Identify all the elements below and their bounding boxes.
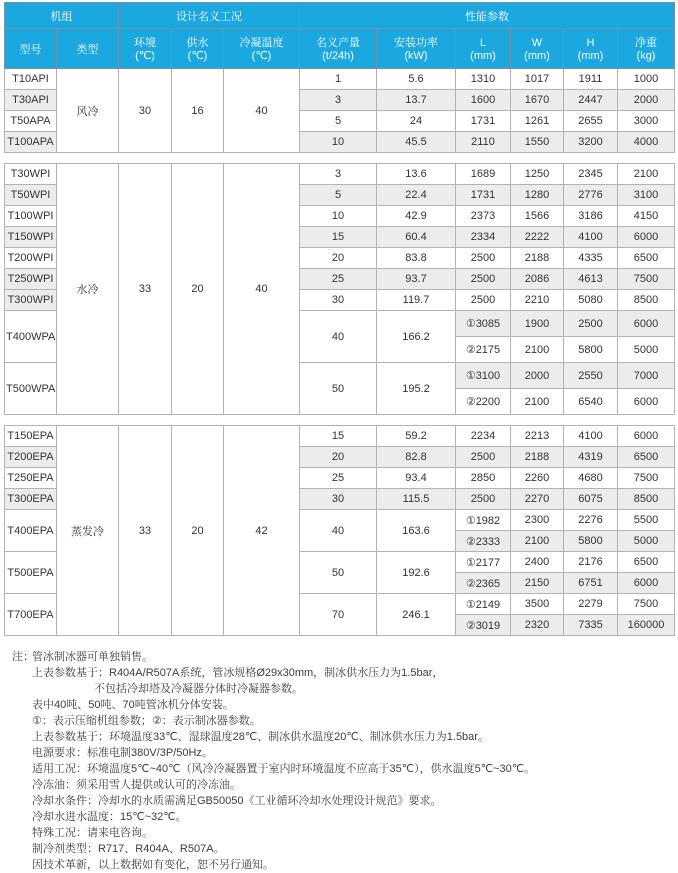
length-cell: ①1982 [456,510,511,531]
length-cell: ①3100 [456,363,511,389]
capacity-cell: 30 [300,489,377,510]
model-cell: T150WPI [5,227,57,248]
model-cell: T400WPA [5,311,57,363]
capacity-cell: 40 [300,311,377,363]
weight-cell: 1000 [618,69,675,90]
height-cell: 4100 [564,426,618,447]
width-cell: 2000 [511,363,564,389]
width-cell: 2100 [511,337,564,363]
spec-table-evaporative-cooled [4,425,675,636]
model-cell: T150EPA [5,426,57,447]
notes-lines [32,649,674,873]
weight-cell: 6000 [618,311,675,337]
power-cell: 83.8 [377,248,456,269]
model-cell: T50APA [5,111,57,132]
type-cell: 水冷 [57,164,119,415]
width-cell: 2150 [511,573,564,594]
length-cell: 2110 [456,132,511,153]
model-cell: T250WPI [5,269,57,290]
col-header-type: 类型 [57,29,119,69]
power-cell: 5.6 [377,69,456,90]
weight-cell: 160000 [618,615,675,636]
header-columns-row [5,29,675,69]
power-cell: 93.4 [377,468,456,489]
height-cell: 3200 [564,132,618,153]
capacity-cell: 20 [300,248,377,269]
table-header [5,3,675,69]
note-line: 特殊工况：请来电咨询。 [32,827,153,839]
col-header-net-weight [618,29,675,69]
table-row [5,69,675,90]
col-header-width-label: W [531,36,543,49]
note-line: ①：表示压缩机组参数；②：表示制冰器参数。 [32,715,261,727]
height-cell: 2447 [564,90,618,111]
power-cell: 42.9 [377,206,456,227]
length-cell: 2500 [456,290,511,311]
weight-cell: 6500 [618,552,675,573]
width-cell: 1250 [511,164,564,185]
capacity-cell: 70 [300,594,377,636]
height-cell: 6540 [564,389,618,415]
width-cell: 2188 [511,248,564,269]
model-cell: T100APA [5,132,57,153]
model-cell: T30WPI [5,164,57,185]
model-cell: T700EPA [5,594,57,636]
width-cell: 2222 [511,227,564,248]
col-header-supply-water [172,29,224,69]
power-cell: 195.2 [377,363,456,415]
length-cell: 2234 [456,426,511,447]
width-cell: 1261 [511,111,564,132]
note-line: 电源要求：标准电制380V/3P/50Hz。 [32,747,213,759]
capacity-cell: 50 [300,552,377,594]
header-group-row [5,3,675,29]
width-cell: 2100 [511,389,564,415]
type-cell: 风冷 [57,69,119,153]
weight-cell: 7500 [618,468,675,489]
weight-cell: 8500 [618,290,675,311]
evaporative-cooled-body [5,426,675,636]
height-cell: 7335 [564,615,618,636]
width-cell: 3500 [511,594,564,615]
length-cell: ②2175 [456,337,511,363]
col-header-condensing-temp [224,29,300,69]
col-header-capacity-label: 名义产量 [316,36,360,49]
power-cell: 60.4 [377,227,456,248]
width-cell: 1280 [511,185,564,206]
height-cell: 6075 [564,489,618,510]
width-cell: 2188 [511,447,564,468]
note-line: 不包括冷却塔及冷凝器分体时冷凝器参数。 [94,683,303,695]
ambient-temp-cell: 33 [119,426,172,636]
note-line: 表中40吨、50吨、70吨管冰机分体安装。 [32,699,234,711]
model-cell: T10API [5,69,57,90]
length-cell: 2500 [456,447,511,468]
width-cell: 2100 [511,531,564,552]
capacity-cell: 10 [300,132,377,153]
power-cell: 45.5 [377,132,456,153]
capacity-cell: 3 [300,90,377,111]
weight-cell: 2100 [618,164,675,185]
col-header-width-unit: (mm) [524,49,550,62]
notes-prefix: 注： [12,651,34,663]
condensing-temp-cell: 40 [224,164,300,415]
model-cell: T300WPI [5,290,57,311]
weight-cell: 6500 [618,248,675,269]
power-cell: 13.7 [377,90,456,111]
power-cell: 82.8 [377,447,456,468]
length-cell: ②2333 [456,531,511,552]
col-header-length-label: L [479,36,487,49]
length-cell: ①2149 [456,594,511,615]
height-cell: 4319 [564,447,618,468]
note-line: 管冰制冰器可单独销售。 [32,651,153,663]
height-cell: 4335 [564,248,618,269]
col-header-weight-label: 净重 [635,36,658,49]
col-header-supply-unit: (℃) [187,49,208,62]
width-cell: 2213 [511,426,564,447]
ambient-temp-cell: 30 [119,69,172,153]
height-cell: 2550 [564,363,618,389]
weight-cell: 7000 [618,363,675,389]
capacity-cell: 40 [300,510,377,552]
weight-cell: 5500 [618,510,675,531]
height-cell: 6751 [564,573,618,594]
col-header-ambient-unit: (℃) [135,49,155,62]
supply-water-temp-cell: 20 [172,426,224,636]
length-cell: 2500 [456,489,511,510]
height-cell: 4613 [564,269,618,290]
capacity-cell: 1 [300,69,377,90]
header-performance-group: 性能参数 [300,3,675,29]
length-cell: ②3019 [456,615,511,636]
note-line: 制冷剂类型：R717、R404A、R507A。 [32,843,225,855]
height-cell: 2276 [564,510,618,531]
col-header-length-unit: (mm) [470,49,496,62]
model-cell: T200WPI [5,248,57,269]
water-cooled-body [5,164,675,415]
height-cell: 3186 [564,206,618,227]
weight-cell: 7500 [618,594,675,615]
width-cell: 2320 [511,615,564,636]
col-header-height [564,29,618,69]
height-cell: 5800 [564,337,618,363]
height-cell: 2279 [564,594,618,615]
width-cell: 2270 [511,489,564,510]
air-cooled-body [5,69,675,153]
capacity-cell: 10 [300,206,377,227]
model-cell: T400EPA [5,510,57,552]
col-header-height-unit: (mm) [577,49,604,62]
height-cell: 4100 [564,227,618,248]
width-cell: 2260 [511,468,564,489]
power-cell: 119.7 [377,290,456,311]
width-cell: 1670 [511,90,564,111]
height-cell: 2500 [564,311,618,337]
weight-cell: 6000 [618,389,675,415]
width-cell: 2086 [511,269,564,290]
width-cell: 2300 [511,510,564,531]
model-cell: T500WPA [5,363,57,415]
capacity-cell: 5 [300,185,377,206]
power-cell: 115.5 [377,489,456,510]
model-cell: T250EPA [5,468,57,489]
length-cell: ②2200 [456,389,511,415]
type-cell: 蒸发冷 [57,426,119,636]
power-cell: 22.4 [377,185,456,206]
capacity-cell: 15 [300,426,377,447]
height-cell: 2345 [564,164,618,185]
supply-water-temp-cell: 20 [172,164,224,415]
capacity-cell: 25 [300,468,377,489]
col-header-power-label: 安装功率 [394,36,438,49]
weight-cell: 2000 [618,90,675,111]
power-cell: 59.2 [377,426,456,447]
weight-cell: 6000 [618,227,675,248]
model-cell: T100WPI [5,206,57,227]
header-design-group: 设计名义工况 [119,3,300,29]
note-line: 适用工况：环境温度5℃~40℃（风冷冷凝器置于室内时环境温度不应高于35℃），供水温度5℃~30℃。 [32,763,536,775]
capacity-cell: 20 [300,447,377,468]
length-cell: 1600 [456,90,511,111]
model-cell: T500EPA [5,552,57,594]
length-cell: 2500 [456,248,511,269]
width-cell: 2210 [511,290,564,311]
col-header-width [511,29,564,69]
power-cell: 163.6 [377,510,456,552]
length-cell: 1731 [456,111,511,132]
supply-water-temp-cell: 16 [172,69,224,153]
model-cell: T50WPI [5,185,57,206]
weight-cell: 5000 [618,337,675,363]
model-cell: T300EPA [5,489,57,510]
capacity-cell: 30 [300,290,377,311]
height-cell: 5800 [564,531,618,552]
note-line: 冷却水条件：冷却水的水质需满足GB50050《工业循环冷却水处理设计规范》要求。 [32,795,442,807]
table-row [5,426,675,447]
power-cell: 93.7 [377,269,456,290]
weight-cell: 6000 [618,573,675,594]
col-header-supply-label: 供水 [186,36,209,49]
capacity-cell: 50 [300,363,377,415]
power-cell: 246.1 [377,594,456,636]
length-cell: ①2177 [456,552,511,573]
power-cell: 13.6 [377,164,456,185]
weight-cell: 6000 [618,426,675,447]
length-cell: 2334 [456,227,511,248]
col-header-condensing-unit: (℃) [251,49,272,62]
table-row [5,164,675,185]
ambient-temp-cell: 33 [119,164,172,415]
col-header-condensing-label: 冷凝温度 [239,36,284,49]
length-cell: 1689 [456,164,511,185]
spec-table-water-cooled [4,163,675,415]
model-cell: T200EPA [5,447,57,468]
weight-cell: 3000 [618,111,675,132]
note-line: 上表参数基于：环境温度33℃、湿球温度28℃、制冰供水温度20℃、制冰供水压力为1.5bar。 [32,731,489,743]
col-header-capacity [300,29,377,69]
width-cell: 1017 [511,69,564,90]
condensing-temp-cell: 42 [224,426,300,636]
height-cell: 2776 [564,185,618,206]
length-cell: ②2365 [456,573,511,594]
width-cell: 2400 [511,552,564,573]
weight-cell: 5000 [618,531,675,552]
weight-cell: 6500 [618,447,675,468]
note-line: 上表参数基于：R404A/R507A系统，管冰规格Ø29x30mm，制冰供水压力为1.5bar， [32,667,444,679]
height-cell: 2655 [564,111,618,132]
power-cell: 192.6 [377,552,456,594]
height-cell: 4680 [564,468,618,489]
height-cell: 2176 [564,552,618,573]
col-header-power [377,29,456,69]
col-header-capacity-unit: (t/24h) [322,49,354,62]
length-cell: 2850 [456,468,511,489]
width-cell: 1900 [511,311,564,337]
length-cell: 1310 [456,69,511,90]
weight-cell: 3100 [618,185,675,206]
capacity-cell: 5 [300,111,377,132]
weight-cell: 8500 [618,489,675,510]
col-header-length [456,29,511,69]
width-cell: 1566 [511,206,564,227]
model-cell: T30API [5,90,57,111]
height-cell: 5080 [564,290,618,311]
col-header-ambient-label: 环境 [134,36,156,49]
header-unit-group: 机组 [5,3,119,29]
capacity-cell: 15 [300,227,377,248]
capacity-cell: 25 [300,269,377,290]
spec-table-air-cooled [4,2,675,153]
col-header-weight-unit: (kg) [636,49,656,62]
height-cell: 1911 [564,69,618,90]
length-cell: 2373 [456,206,511,227]
note-line: 因技术革新，以上数据如有变化，恕不另行通知。 [32,859,274,871]
weight-cell: 4150 [618,206,675,227]
length-cell: 2500 [456,269,511,290]
length-cell: 1731 [456,185,511,206]
weight-cell: 4000 [618,132,675,153]
length-cell: ①3085 [456,311,511,337]
col-header-power-unit: (kW) [404,49,428,62]
note-line: 冷却水进水温度：15℃~32℃。 [32,811,187,823]
weight-cell: 7500 [618,269,675,290]
col-header-ambient [119,29,172,69]
col-header-height-label: H [586,36,595,49]
capacity-cell: 3 [300,164,377,185]
note-line: 冷冻油：须采用雪人提供或认可的冷冻油。 [32,779,241,791]
condensing-temp-cell: 40 [224,69,300,153]
col-header-model: 型号 [5,29,57,69]
power-cell: 24 [377,111,456,132]
width-cell: 1550 [511,132,564,153]
power-cell: 166.2 [377,311,456,363]
notes [4,649,674,873]
